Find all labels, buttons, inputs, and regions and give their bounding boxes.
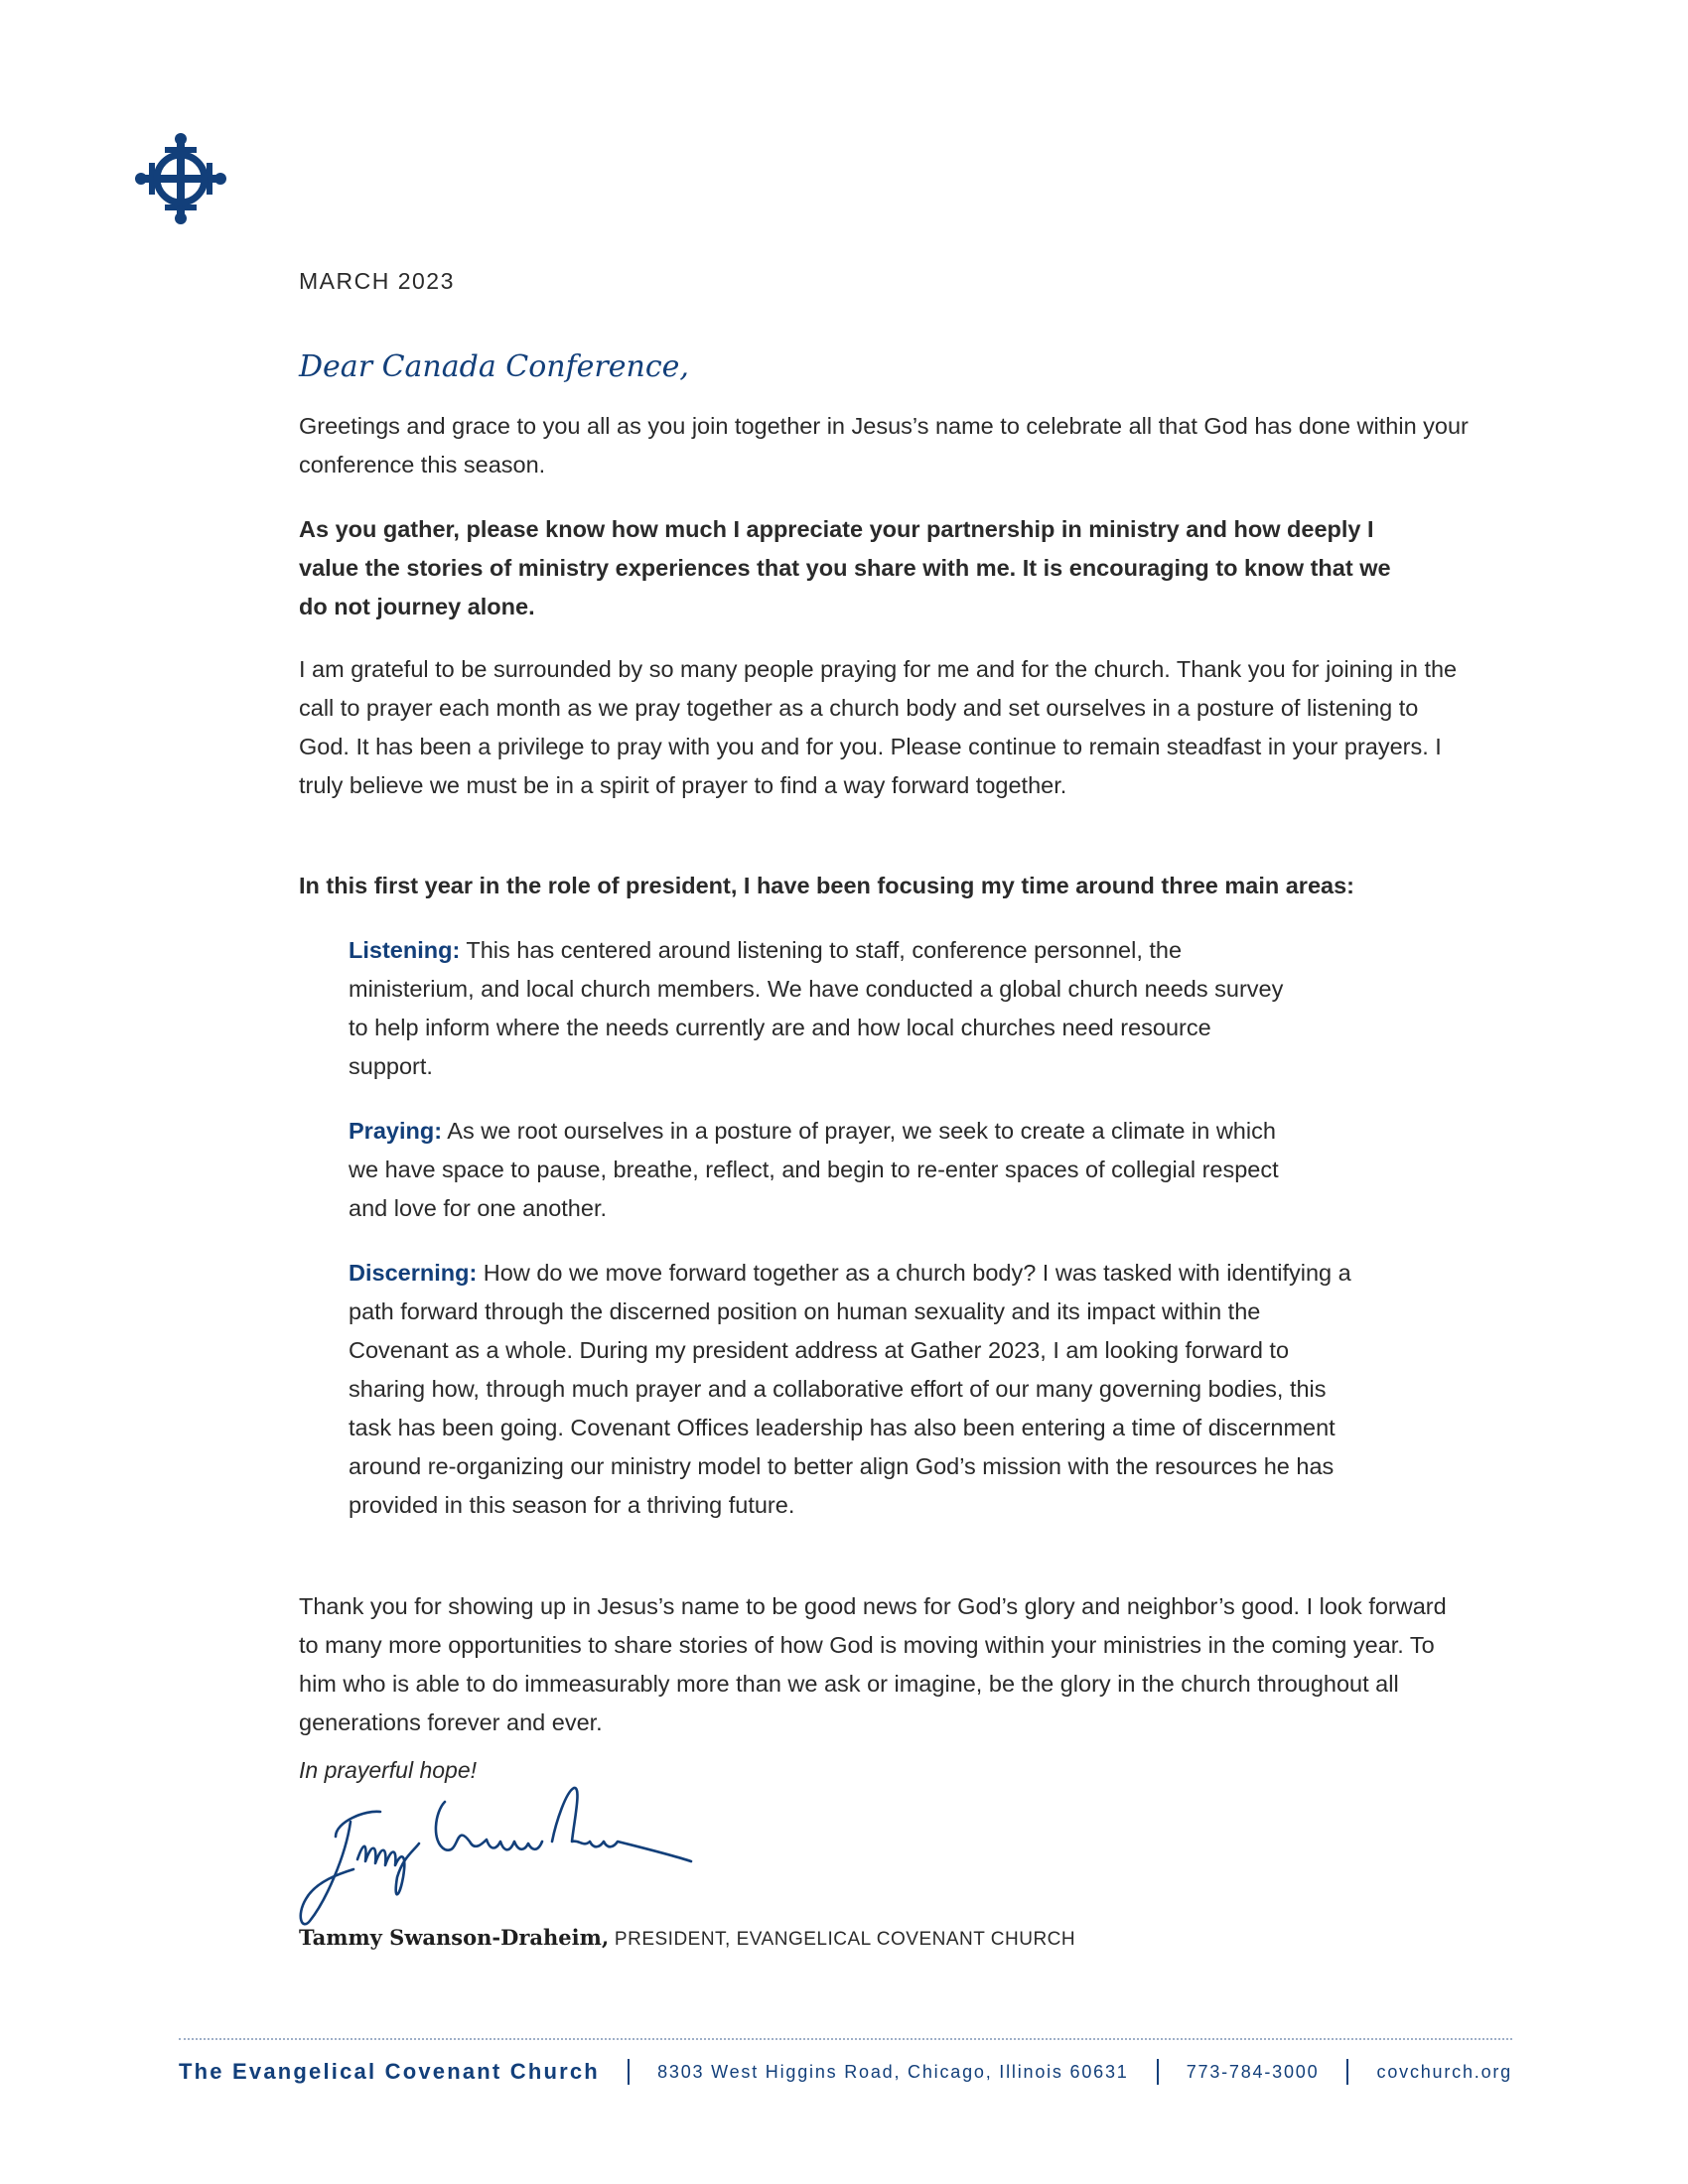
- footer-address: 8303 West Higgins Road, Chicago, Illinois 60631: [657, 2061, 1129, 2082]
- signer-title: PRESIDENT, EVANGELICAL COVENANT CHURCH: [614, 1929, 1076, 1950]
- footer-separator: [1346, 2059, 1348, 2085]
- paragraph-greeting: Greetings and grace to you all as you join together in Jesus’s name to celebrate all that God has done within your conference this season.: [299, 413, 1469, 478]
- footer-website: covchurch.org: [1376, 2061, 1512, 2082]
- handwritten-signature: [296, 1782, 693, 1931]
- letter-body: [299, 268, 1471, 1783]
- footer-divider: [179, 2038, 1512, 2040]
- focus-intro: In this first year in the role of president, I have been focusing my time around three main areas:: [299, 873, 1354, 898]
- footer-separator: [1157, 2059, 1159, 2085]
- signer-name: Tammy Swanson-Draheim,: [299, 1925, 610, 1950]
- focus-term: Praying:: [349, 1118, 443, 1144]
- focus-item-listening: [299, 931, 1302, 1086]
- focus-text: As we root ourselves in a posture of prayer, we seek to create a climate in which we have space to pause, breathe, reflect, and begin to re-enter spaces of collegial respect and love for one another.: [349, 1118, 1279, 1221]
- focus-text: This has centered around listening to staff, conference personnel, the ministerium, and local church members. We have conducted a global church needs survey to help inform where the needs currently are and how local churches need resource support.: [349, 937, 1284, 1079]
- focus-term: Discerning:: [349, 1260, 478, 1286]
- signer-line: [299, 1925, 1075, 1951]
- focus-text: How do we move forward together as a church body? I was tasked with identifying a path forward through the discerned position on human sexuality and its impact within the Covenant as a whole. During my president address at Gather 2023, I am looking forward to sharing how, through much prayer and a collaborative effort of our many governing bodies, this task has been going. Covenant Offices leadership has also been entering a time of discernment around re-organizing our ministry model to better align God’s mission with the resources he has provided in this season for a thriving future.: [349, 1260, 1351, 1518]
- covenant-cross-logo-icon: [135, 133, 226, 224]
- letter-date: MARCH 2023: [299, 268, 455, 294]
- focus-item-praying: [299, 1112, 1302, 1228]
- footer-organization: The Evangelical Covenant Church: [179, 2059, 600, 2084]
- focus-term: Listening:: [349, 937, 461, 963]
- paragraph-appreciation: As you gather, please know how much I appreciate your partnership in ministry and how deeply I value the stories of ministry experiences that you share with me. It is encouraging to know that we do not journey alone.: [299, 516, 1391, 619]
- footer-phone: 773-784-3000: [1186, 2061, 1320, 2082]
- footer: [179, 2056, 1512, 2088]
- paragraph-thanks: Thank you for showing up in Jesus’s name to be good news for God’s glory and neighbor’s good. I look forward to many more opportunities to share stories of how God is moving within your ministries in the coming year. To him who is able to do immeasurably more than we ask or imagine, be the glory in the church throughout all generations forever and ever.: [299, 1593, 1447, 1735]
- focus-item-discerning: [299, 1254, 1351, 1525]
- salutation: Dear Canada Conference,: [299, 349, 689, 384]
- paragraph-prayer: I am grateful to be surrounded by so many people praying for me and for the church. Thank you for joining in the call to prayer each month as we pray together as a church body and set ourselves in a posture of listening to God. It has been a privilege to pray with you and for you. Please continue to remain steadfast in your prayers. I truly believe we must be in a spirit of prayer to find a way forward together.: [299, 656, 1458, 798]
- closing: In prayerful hope!: [299, 1757, 478, 1783]
- footer-separator: [628, 2059, 630, 2085]
